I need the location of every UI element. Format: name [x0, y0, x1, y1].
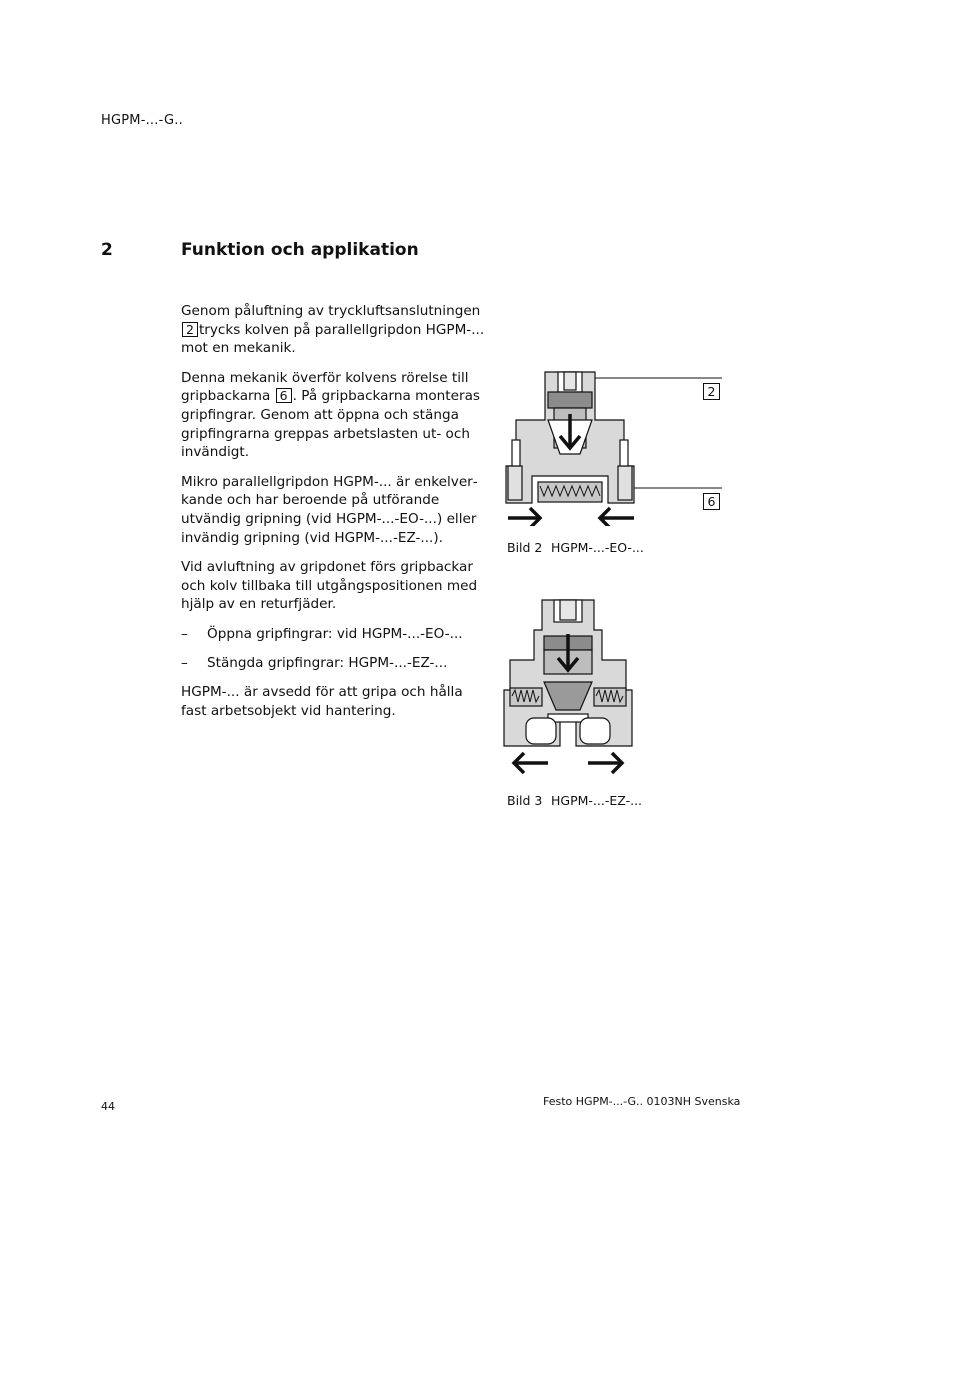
paragraph-2: Denna mekanik överför kolvens rörelse till gripbackarna 6 . På gripbackarna monteras gripfingrar. Genom att öppna och stänga gripfingrarna greppas arbetslasten ut- och invändigt. [181, 369, 480, 461]
paragraph-5: HGPM-... är avsedd för att gripa och hålla fast arbetsobjekt vid hantering. [181, 683, 463, 719]
paragraph-3: Mikro parallellgripdon HGPM-... är enkelverkande och har beroende på utförande utvändig gripning (vid HGPM-...-EO-...) eller invändig gripning (vid HGPM-...-EZ-...). [181, 473, 478, 546]
list-item: – Öppna gripfingrar: vid HGPM-...-EO-... [181, 625, 463, 642]
paragraph-1: Genom påluftning av tryckluftsanslutningen 2 trycks kolven på parallellgripdon HGPM-... mot en mekanik. [181, 303, 485, 357]
page-number: 44 [101, 1100, 115, 1113]
ref-box-2: 2 [182, 322, 198, 337]
figure-3-caption: Bild 3 HGPM-...-EZ-... [507, 793, 643, 808]
paragraph-4: Vid avluftning av gripdonet förs gripbackar och kolv tillbaka till utgångspositionen med hjälp av en returfjäder. [181, 558, 478, 613]
ref-box-6: 6 [276, 388, 292, 403]
running-header: HGPM-...-G.. [101, 113, 183, 128]
body-text [181, 302, 486, 731]
figure-2-caption: Bild 2 HGPM-...-EO-... [507, 540, 644, 555]
callout-6: 6 [703, 493, 720, 510]
callout-2: 2 [703, 383, 720, 400]
list-item: – Stängda gripfingrar: HGPM-...-EZ-... [181, 654, 448, 671]
gripper-ez-diagram [498, 596, 638, 780]
section-title: Funktion och applikation [181, 240, 419, 260]
footer-doc-info: Festo HGPM-...-G.. 0103NH Svenska [543, 1095, 741, 1108]
section-number: 2 [101, 240, 113, 260]
